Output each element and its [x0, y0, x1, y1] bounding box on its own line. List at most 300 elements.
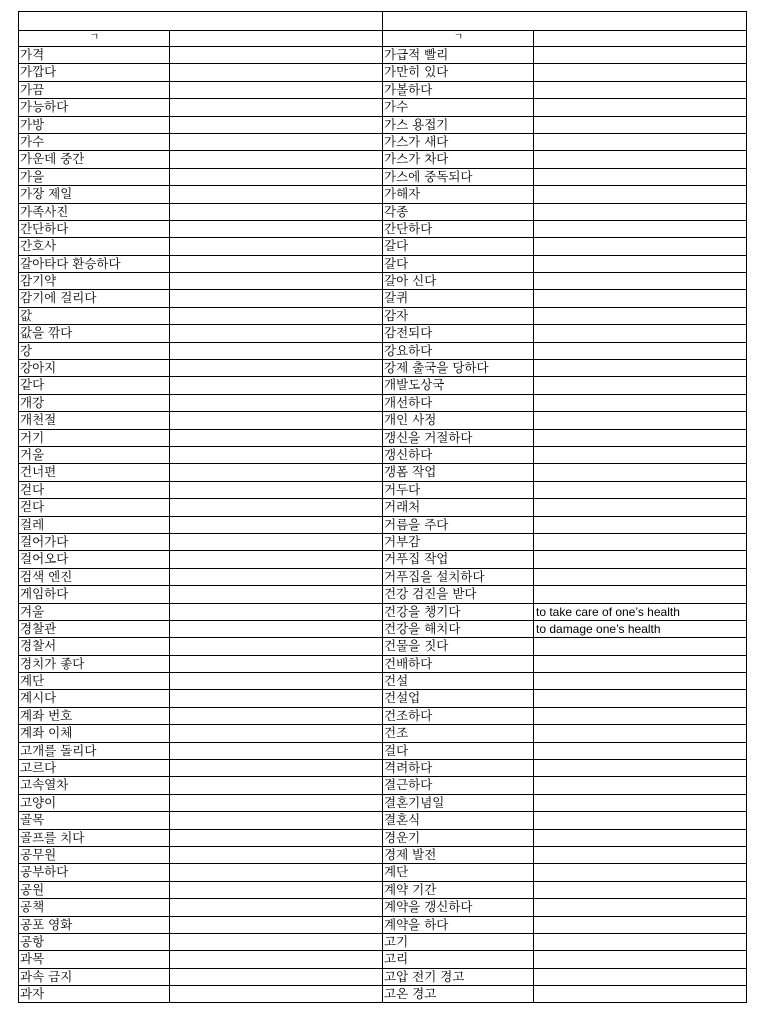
english-meaning	[170, 395, 382, 411]
korean-word: 강요하다	[383, 343, 534, 359]
korean-word: 간단하다	[383, 221, 534, 237]
vocab-row	[383, 204, 746, 221]
korean-word: 건조하다	[383, 708, 534, 724]
korean-word: 건조	[383, 725, 534, 741]
korean-word: 가수	[19, 134, 170, 150]
korean-word: 거기	[19, 430, 170, 446]
korean-word: 고개를 돌리다	[19, 743, 170, 759]
english-meaning	[534, 99, 746, 115]
english-meaning	[170, 464, 382, 480]
vocab-row	[383, 482, 746, 499]
korean-word: 갈아타다 환승하다	[19, 256, 170, 272]
vocab-row	[383, 360, 746, 377]
korean-word: 공원	[19, 882, 170, 898]
korean-word: 강아지	[19, 360, 170, 376]
english-meaning	[534, 221, 746, 237]
vocab-row	[383, 464, 746, 481]
vocab-row	[383, 221, 746, 238]
korean-word: 가해자	[383, 186, 534, 202]
vocab-row	[19, 151, 382, 168]
vocab-row	[19, 777, 382, 794]
vocab-row	[19, 882, 382, 899]
vocab-row	[383, 621, 746, 638]
vocab-row	[383, 238, 746, 255]
korean-word: 감기에 걸리다	[19, 290, 170, 306]
korean-word: 가수	[383, 99, 534, 115]
korean-word: 걸레	[19, 517, 170, 533]
english-meaning	[170, 551, 382, 567]
korean-word: 고온 경고	[383, 986, 534, 1002]
english-meaning	[170, 604, 382, 620]
korean-word: 격려하다	[383, 760, 534, 776]
vocab-row	[383, 882, 746, 899]
english-meaning	[170, 795, 382, 811]
english-meaning	[170, 812, 382, 828]
korean-word: 골목	[19, 812, 170, 828]
english-meaning	[170, 308, 382, 324]
english-meaning	[534, 273, 746, 289]
english-meaning: to damage one’s health	[536, 621, 661, 636]
vocab-row	[383, 82, 746, 99]
english-meaning	[170, 690, 382, 706]
vocab-row	[383, 847, 746, 864]
vocab-row	[19, 117, 382, 134]
vocab-row	[19, 360, 382, 377]
english-meaning	[170, 864, 382, 880]
vocab-row	[383, 117, 746, 134]
english-meaning	[534, 656, 746, 672]
korean-word: 공책	[19, 899, 170, 915]
vocab-row	[19, 569, 382, 586]
vocab-row	[19, 708, 382, 725]
english-meaning	[534, 830, 746, 846]
korean-word: 가방	[19, 117, 170, 133]
vocab-row	[19, 638, 382, 655]
korean-word: 거울	[19, 447, 170, 463]
korean-word: 가을	[19, 169, 170, 185]
korean-word: 가운데 중간	[19, 151, 170, 167]
english-meaning	[534, 986, 746, 1002]
vocab-row	[19, 551, 382, 568]
english-meaning	[170, 186, 382, 202]
korean-word: 개천절	[19, 412, 170, 428]
vocab-row	[383, 151, 746, 168]
vocab-row	[19, 308, 382, 325]
vocab-row	[19, 82, 382, 99]
korean-word: 게임하다	[19, 586, 170, 602]
korean-word: 개발도상국	[383, 377, 534, 393]
vocab-row	[19, 412, 382, 429]
right-title-row	[383, 11, 746, 31]
korean-word: 거부감	[383, 534, 534, 550]
korean-word: 거푸집을 설치하다	[383, 569, 534, 585]
korean-word: 계단	[19, 673, 170, 689]
english-meaning	[534, 847, 746, 863]
korean-word: 고양이	[19, 795, 170, 811]
vocab-row	[383, 760, 746, 777]
korean-word: 갱신을 거절하다	[383, 430, 534, 446]
right-meaning-header	[534, 31, 746, 46]
english-meaning	[170, 134, 382, 150]
korean-word: 가격	[19, 47, 170, 63]
english-meaning	[170, 708, 382, 724]
korean-word: 갱폼 작업	[383, 464, 534, 480]
korean-word: 가능하다	[19, 99, 170, 115]
korean-word: 간호사	[19, 238, 170, 254]
vocab-row	[19, 760, 382, 777]
vocab-row	[383, 899, 746, 916]
english-meaning	[534, 482, 746, 498]
vocab-row	[19, 517, 382, 534]
korean-word: 개강	[19, 395, 170, 411]
english-meaning	[170, 899, 382, 915]
english-meaning	[170, 169, 382, 185]
vocab-row	[383, 551, 746, 568]
english-meaning	[534, 882, 746, 898]
english-meaning	[170, 951, 382, 967]
vocab-row	[383, 256, 746, 273]
korean-word: 고속열차	[19, 777, 170, 793]
korean-word: 개인 사정	[383, 412, 534, 428]
vocab-row	[383, 951, 746, 968]
english-meaning	[534, 395, 746, 411]
english-meaning	[534, 151, 746, 167]
english-meaning: to take care of one’s health	[536, 604, 680, 619]
english-meaning	[170, 777, 382, 793]
vocab-row	[19, 830, 382, 847]
english-meaning	[534, 464, 746, 480]
english-meaning	[170, 882, 382, 898]
vocab-row	[19, 377, 382, 394]
korean-word: 가장 제일	[19, 186, 170, 202]
english-meaning	[170, 743, 382, 759]
english-meaning	[534, 308, 746, 324]
left-meaning-header	[170, 31, 382, 46]
vocab-row	[19, 395, 382, 412]
english-meaning	[534, 725, 746, 741]
korean-word: 계약을 하다	[383, 917, 534, 933]
vocab-row	[383, 812, 746, 829]
vocab-row	[19, 656, 382, 673]
vocab-row	[19, 499, 382, 516]
vocab-row	[383, 290, 746, 307]
korean-word: 과속 금지	[19, 969, 170, 985]
korean-word: 고르다	[19, 760, 170, 776]
korean-word: 감전되다	[383, 325, 534, 341]
english-meaning	[534, 638, 746, 654]
korean-word: 각종	[383, 204, 534, 220]
korean-word: 계좌 번호	[19, 708, 170, 724]
english-meaning	[170, 969, 382, 985]
english-meaning	[534, 917, 746, 933]
vocab-row	[19, 238, 382, 255]
korean-word: 갈다	[383, 238, 534, 254]
english-meaning	[534, 82, 746, 98]
korean-word: 가족사진	[19, 204, 170, 220]
vocab-row	[383, 499, 746, 516]
korean-word: 건설	[383, 673, 534, 689]
vocab-row	[19, 343, 382, 360]
english-meaning	[534, 47, 746, 63]
vocab-row	[383, 273, 746, 290]
vocab-row	[383, 604, 746, 621]
english-meaning	[170, 586, 382, 602]
english-meaning	[534, 447, 746, 463]
english-meaning	[534, 690, 746, 706]
vocab-row	[19, 969, 382, 986]
vocab-row	[383, 638, 746, 655]
korean-word: 건너편	[19, 464, 170, 480]
vocab-row	[19, 99, 382, 116]
right-header-row	[383, 31, 746, 47]
english-meaning	[534, 325, 746, 341]
english-meaning	[534, 934, 746, 950]
vocab-row	[19, 430, 382, 447]
english-meaning	[534, 169, 746, 185]
korean-word: 계약을 갱신하다	[383, 899, 534, 915]
vocab-row	[383, 412, 746, 429]
korean-word: 걷다	[19, 499, 170, 515]
korean-word: 가스에 중독되다	[383, 169, 534, 185]
vocab-row	[19, 917, 382, 934]
korean-word: 같다	[19, 377, 170, 393]
korean-word: 거두다	[383, 482, 534, 498]
english-meaning	[170, 656, 382, 672]
vocab-row	[19, 951, 382, 968]
korean-word: 갱신하다	[383, 447, 534, 463]
vocab-row	[19, 134, 382, 151]
left-header-row	[19, 31, 382, 47]
english-meaning	[170, 221, 382, 237]
korean-word: 걷다	[19, 482, 170, 498]
korean-word: 결근하다	[383, 777, 534, 793]
korean-word: 가끔	[19, 82, 170, 98]
korean-word: 결혼식	[383, 812, 534, 828]
vocab-row	[383, 308, 746, 325]
vocab-row	[19, 795, 382, 812]
vocab-row	[19, 986, 382, 1003]
korean-word: 경치가 좋다	[19, 656, 170, 672]
vocab-row	[383, 830, 746, 847]
korean-word: 거래처	[383, 499, 534, 515]
vocab-row	[383, 569, 746, 586]
vocab-row	[383, 343, 746, 360]
vocab-row	[19, 325, 382, 342]
english-meaning	[170, 238, 382, 254]
korean-word: 경제 발전	[383, 847, 534, 863]
english-meaning	[534, 760, 746, 776]
english-meaning	[170, 673, 382, 689]
english-meaning	[534, 864, 746, 880]
vocab-row	[383, 743, 746, 760]
korean-word: 검색 엔진	[19, 569, 170, 585]
english-meaning	[534, 64, 746, 80]
vocab-row	[19, 534, 382, 551]
korean-word: 가스 용접기	[383, 117, 534, 133]
english-meaning	[534, 673, 746, 689]
english-meaning	[170, 934, 382, 950]
vocab-row	[19, 725, 382, 742]
english-meaning	[170, 360, 382, 376]
english-meaning	[534, 290, 746, 306]
vocab-row	[383, 969, 746, 986]
vocab-row	[19, 464, 382, 481]
english-meaning	[170, 917, 382, 933]
english-meaning	[170, 534, 382, 550]
english-meaning	[170, 256, 382, 272]
vocab-row	[383, 986, 746, 1003]
english-meaning	[170, 377, 382, 393]
vocab-row	[383, 708, 746, 725]
english-meaning	[534, 777, 746, 793]
vocab-row	[383, 517, 746, 534]
korean-word: 값	[19, 308, 170, 324]
english-meaning	[534, 377, 746, 393]
english-meaning	[170, 412, 382, 428]
english-meaning	[534, 951, 746, 967]
korean-word: 계약 기간	[383, 882, 534, 898]
korean-word: 가깝다	[19, 64, 170, 80]
korean-word: 가급적 빨리	[383, 47, 534, 63]
korean-word: 가스가 새다	[383, 134, 534, 150]
korean-word: 고기	[383, 934, 534, 950]
vocab-row	[19, 621, 382, 638]
english-meaning	[170, 986, 382, 1002]
vocab-row	[19, 482, 382, 499]
english-meaning	[534, 134, 746, 150]
vocab-row	[383, 169, 746, 186]
vocab-row	[19, 447, 382, 464]
english-meaning	[170, 117, 382, 133]
vocab-row	[19, 604, 382, 621]
english-meaning	[534, 186, 746, 202]
vocab-row	[383, 99, 746, 116]
korean-word: 갈아 신다	[383, 273, 534, 289]
english-meaning	[170, 569, 382, 585]
korean-word: 공포 영화	[19, 917, 170, 933]
vocab-row	[383, 725, 746, 742]
english-meaning	[170, 325, 382, 341]
english-meaning	[170, 638, 382, 654]
korean-word: 고압 전기 경고	[383, 969, 534, 985]
english-meaning	[534, 517, 746, 533]
vocab-row	[19, 273, 382, 290]
korean-word: 건설업	[383, 690, 534, 706]
vocab-row	[383, 690, 746, 707]
korean-word: 간단하다	[19, 221, 170, 237]
vocab-row	[19, 169, 382, 186]
english-meaning	[534, 360, 746, 376]
korean-word: 개선하다	[383, 395, 534, 411]
korean-word: 건강을 챙기다	[383, 604, 534, 620]
english-meaning	[534, 534, 746, 550]
korean-word: 가만히 있다	[383, 64, 534, 80]
korean-word: 공부하다	[19, 864, 170, 880]
korean-word: 거름을 주다	[383, 517, 534, 533]
vocab-row	[383, 47, 746, 64]
vocab-row	[19, 934, 382, 951]
vocab-row	[383, 934, 746, 951]
korean-word: 과자	[19, 986, 170, 1002]
english-meaning	[170, 499, 382, 515]
vocab-row	[383, 447, 746, 464]
english-meaning	[534, 586, 746, 602]
vocab-row	[19, 673, 382, 690]
english-meaning	[170, 343, 382, 359]
english-meaning	[534, 238, 746, 254]
vocab-row	[19, 64, 382, 81]
english-meaning	[170, 725, 382, 741]
korean-word: 갈다	[383, 256, 534, 272]
english-meaning	[170, 430, 382, 446]
vocab-row	[19, 586, 382, 603]
vocab-row	[19, 847, 382, 864]
korean-word: 감자	[383, 308, 534, 324]
english-meaning	[170, 760, 382, 776]
korean-word: 건강 검진을 받다	[383, 586, 534, 602]
vocab-row	[383, 864, 746, 881]
vocab-row	[383, 395, 746, 412]
korean-word: 건강을 해치다	[383, 621, 534, 637]
korean-word: 걸어가다	[19, 534, 170, 550]
vocab-row	[383, 917, 746, 934]
english-meaning	[170, 447, 382, 463]
korean-word: 계좌 이체	[19, 725, 170, 741]
vocab-row	[19, 256, 382, 273]
korean-word: 과목	[19, 951, 170, 967]
korean-word: 거푸집 작업	[383, 551, 534, 567]
english-meaning	[534, 551, 746, 567]
english-meaning	[170, 204, 382, 220]
english-meaning	[534, 743, 746, 759]
korean-word: 감기약	[19, 273, 170, 289]
english-meaning	[170, 482, 382, 498]
vocab-row	[383, 64, 746, 81]
vocab-row	[383, 656, 746, 673]
english-meaning	[534, 343, 746, 359]
english-meaning	[534, 899, 746, 915]
right-section-header: ㄱ	[383, 31, 534, 46]
english-meaning	[170, 517, 382, 533]
left-vocabulary-table	[19, 11, 383, 1003]
korean-word: 공무원	[19, 847, 170, 863]
korean-word: 고리	[383, 951, 534, 967]
korean-word: 갈퀴	[383, 290, 534, 306]
english-meaning	[170, 621, 382, 637]
vocab-row	[383, 777, 746, 794]
english-meaning	[534, 969, 746, 985]
vocab-row	[19, 690, 382, 707]
vocab-row	[383, 186, 746, 203]
english-meaning	[170, 64, 382, 80]
korean-word: 강제 출국을 당하다	[383, 360, 534, 376]
vocab-row	[383, 795, 746, 812]
vocab-row	[19, 743, 382, 760]
vocab-row	[383, 586, 746, 603]
english-meaning	[534, 812, 746, 828]
vocabulary-sheet	[18, 11, 748, 1003]
korean-word: 건물을 짓다	[383, 638, 534, 654]
korean-word: 계단	[383, 864, 534, 880]
korean-word: 겨울	[19, 604, 170, 620]
korean-word: 걸어오다	[19, 551, 170, 567]
korean-word: 골프를 치다	[19, 830, 170, 846]
english-meaning	[534, 795, 746, 811]
korean-word: 건배하다	[383, 656, 534, 672]
english-meaning	[170, 273, 382, 289]
korean-word: 걸다	[383, 743, 534, 759]
vocab-row	[383, 325, 746, 342]
